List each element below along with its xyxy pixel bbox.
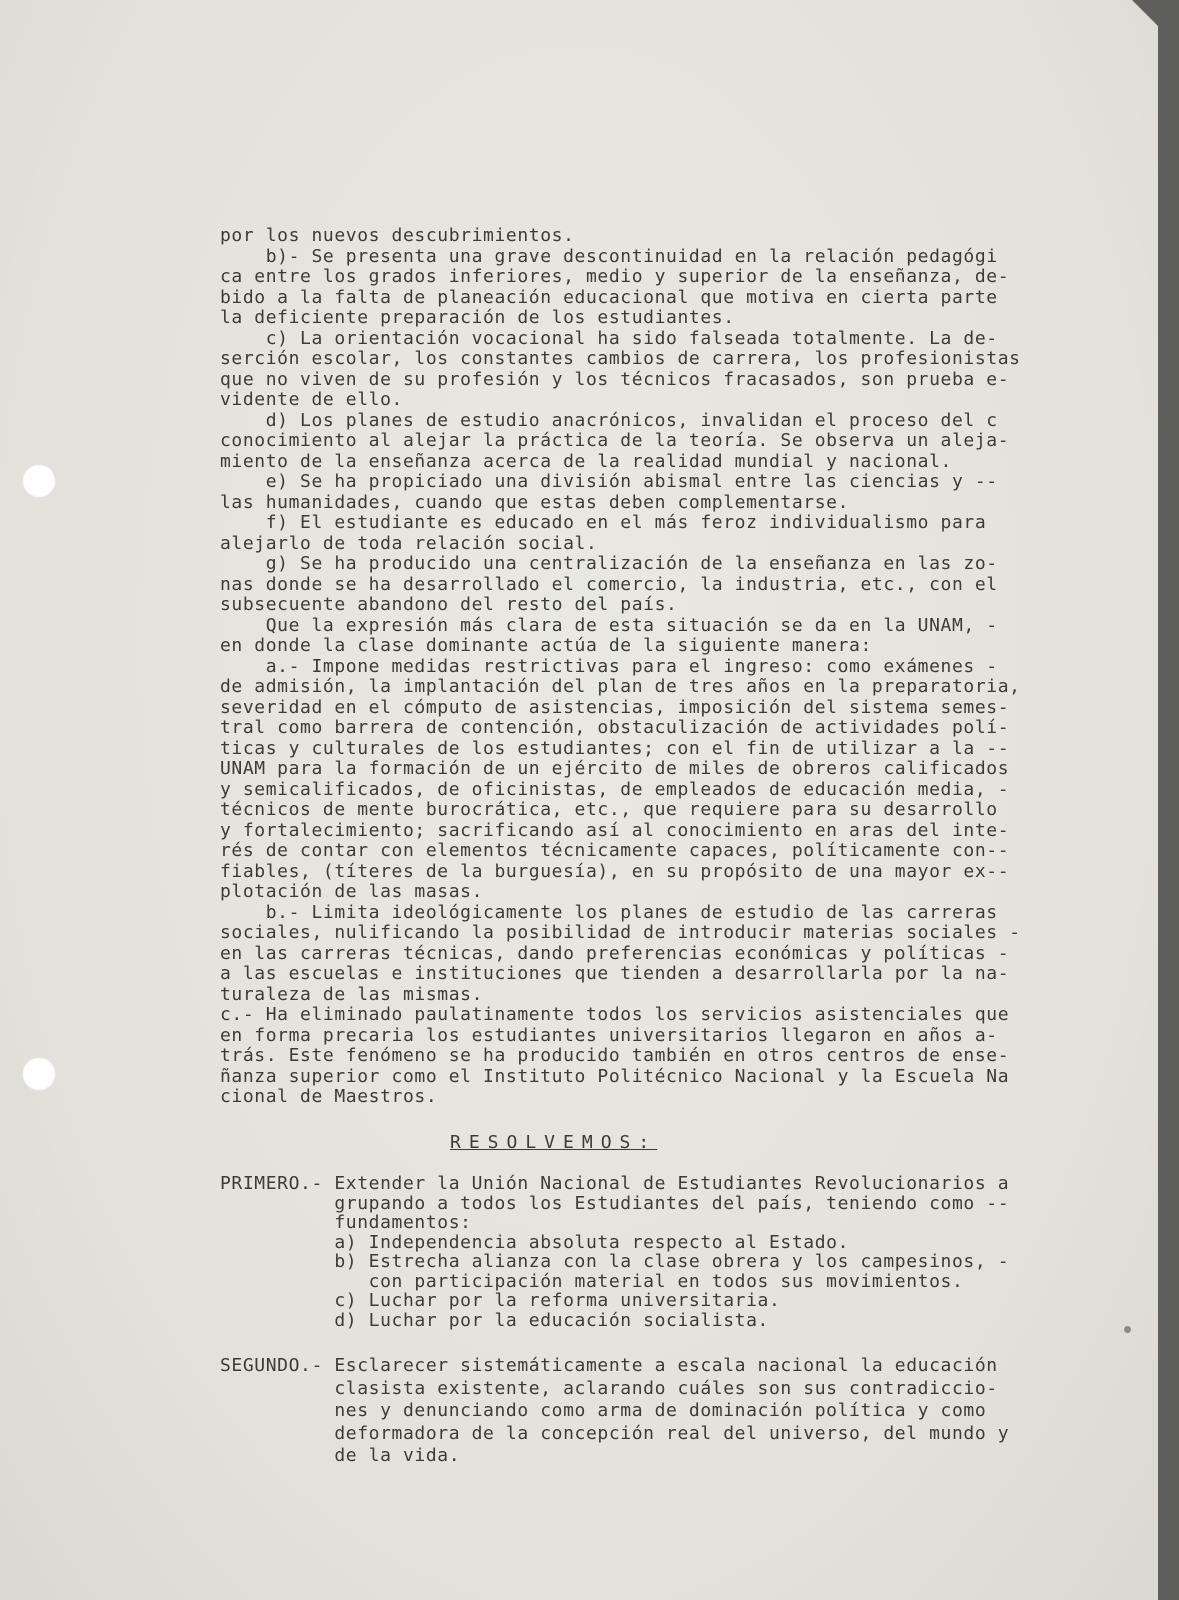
text-line: Que la expresión más clara de esta situación se da en la UNAM, - bbox=[220, 614, 998, 636]
resolution-line: a) Independencia absoluta respecto al Estado. bbox=[220, 1231, 850, 1253]
resolution-line: clasista existente, aclarando cuáles son sus contradiccio- bbox=[220, 1377, 998, 1399]
resolution-line: nes y denunciando como arma de dominación política y como bbox=[220, 1400, 987, 1421]
text-line: rés de contar con elementos técnicamente capaces, políticamente con-- bbox=[220, 840, 1010, 861]
text-line: tral como barrera de contención, obstaculización de actividades polí- bbox=[220, 717, 1010, 738]
text-line: subsecuente abandono del resto del país. bbox=[220, 594, 678, 615]
resolvemos-heading: RESOLVEMOS: bbox=[450, 1132, 658, 1153]
text-line: alejarlo de toda relación social. bbox=[220, 532, 598, 554]
text-line: técnicos de mente burocrática, etc., que requiere para su desarrollo bbox=[220, 799, 998, 820]
text-line: miento de la enseñanza acerca de la realidad mundial y nacional. bbox=[220, 450, 952, 472]
text-line: plotación de las masas. bbox=[220, 881, 484, 902]
text-line: ñanza superior como el Instituto Politécnico Nacional y la Escuela Na bbox=[220, 1065, 1010, 1087]
resolution-line: PRIMERO.- Extender la Unión Nacional de Estudiantes Revolucionarios a bbox=[220, 1173, 1010, 1194]
text-line: en las carreras técnicas, dando preferencias económicas y políticas - bbox=[220, 942, 1010, 964]
punch-hole-top bbox=[22, 464, 56, 498]
text-line: b)- Se presenta una grave descontinuidad en la relación pedagógi bbox=[220, 245, 998, 267]
resolution-line: de la vida. bbox=[220, 1445, 461, 1466]
resolution-line: con participación material en todos sus movimientos. bbox=[220, 1270, 964, 1292]
resolution-line: c) Luchar por la reforma universitaria. bbox=[220, 1290, 781, 1311]
resolution-primero bbox=[220, 1174, 1060, 1330]
text-line: vidente de ello. bbox=[220, 389, 403, 410]
text-line: c) La orientación vocacional ha sido falseada totalmente. La de- bbox=[220, 327, 998, 349]
text-line: severidad en el cómputo de asistencias, imposición del sistema semes- bbox=[220, 696, 1010, 718]
text-line: nas donde se ha desarrollado el comercio, la industria, etc., con el bbox=[220, 573, 998, 595]
text-line: e) Se ha propiciado una división abismal entre las ciencias y -- bbox=[220, 471, 998, 492]
text-line: por los nuevos descubrimientos. bbox=[220, 225, 575, 246]
text-line: serción escolar, los constantes cambios de carrera, los profesionistas bbox=[220, 348, 1021, 369]
text-line: bido a la falta de planeación educacional que motiva en cierta parte bbox=[220, 286, 998, 308]
text-line: y semicalificados, de oficinistas, de empleados de educación media, - bbox=[220, 778, 1010, 800]
text-line: trás. Este fenómeno se ha producido también en otros centros de ense- bbox=[220, 1045, 1010, 1066]
text-line: que no viven de su profesión y los técnicos fracasados, son prueba e- bbox=[220, 368, 1010, 390]
text-line: a las escuelas e instituciones que tienden a desarrollarla por la na- bbox=[220, 963, 1010, 984]
resolution-line: b) Estrecha alianza con la clase obrera y los campesinos, - bbox=[220, 1251, 1010, 1272]
text-line: fiables, (títeres de la burguesía), en su propósito de una mayor ex-- bbox=[220, 860, 1010, 882]
text-line: UNAM para la formación de un ejército de miles de obreros calificados bbox=[220, 758, 1010, 779]
text-line: de admisión, la implantación del plan de tres años en la preparatoria, bbox=[220, 676, 1021, 697]
resolution-line: SEGUNDO.- Esclarecer sistemáticamente a escala nacional la educación bbox=[220, 1355, 998, 1376]
text-line: cional de Maestros. bbox=[220, 1086, 438, 1107]
text-line: b.- Limita ideológicamente los planes de estudio de las carreras bbox=[220, 901, 998, 923]
text-line: a.- Impone medidas restrictivas para el ingreso: como exámenes - bbox=[220, 655, 998, 677]
text-line: y fortalecimiento; sacrificando así al conocimiento en aras del inte- bbox=[220, 819, 1010, 841]
text-line: ticas y culturales de los estudiantes; con el fin de utilizar a la -- bbox=[220, 737, 1010, 759]
resolution-line: grupando a todos los Estudiantes del país, teniendo como -- bbox=[220, 1192, 1010, 1214]
text-line: c.- Ha eliminado paulatinamente todos los servicios asistenciales que bbox=[220, 1004, 1010, 1025]
text-line: f) El estudiante es educado en el más feroz individualismo para bbox=[220, 512, 987, 533]
punch-hole-bottom bbox=[22, 1057, 56, 1091]
text-line: la deficiente preparación de los estudiantes. bbox=[220, 307, 735, 328]
resolution-line: d) Luchar por la educación socialista. bbox=[220, 1309, 769, 1331]
ink-speck bbox=[1124, 1326, 1131, 1333]
text-line: ca entre los grados inferiores, medio y superior de la enseñanza, de- bbox=[220, 266, 1010, 287]
folded-corner bbox=[1132, 0, 1158, 26]
text-line: en forma precaria los estudiantes universitarios llegaron en años a- bbox=[220, 1024, 998, 1046]
text-line: sociales, nulificando la posibilidad de introducir materias sociales - bbox=[220, 922, 1021, 943]
body-text bbox=[220, 226, 1060, 1108]
resolution-segundo bbox=[220, 1355, 1060, 1468]
text-line: d) Los planes de estudio anacrónicos, invalidan el proceso del c bbox=[220, 409, 998, 431]
text-line: g) Se ha producido una centralización de la enseñanza en las zo- bbox=[220, 553, 998, 574]
resolution-line: fundamentos: bbox=[220, 1212, 472, 1233]
resolution-line: deformadora de la concepción real del universo, del mundo y bbox=[220, 1422, 1010, 1444]
text-line: las humanidades, cuando que estas deben complementarse. bbox=[220, 491, 850, 513]
text-line: turaleza de las mismas. bbox=[220, 983, 484, 1005]
text-line: conocimiento al alejar la práctica de la teoría. Se observa un aleja- bbox=[220, 430, 1010, 451]
text-line: en donde la clase dominante actúa de la siguiente manera: bbox=[220, 635, 872, 656]
